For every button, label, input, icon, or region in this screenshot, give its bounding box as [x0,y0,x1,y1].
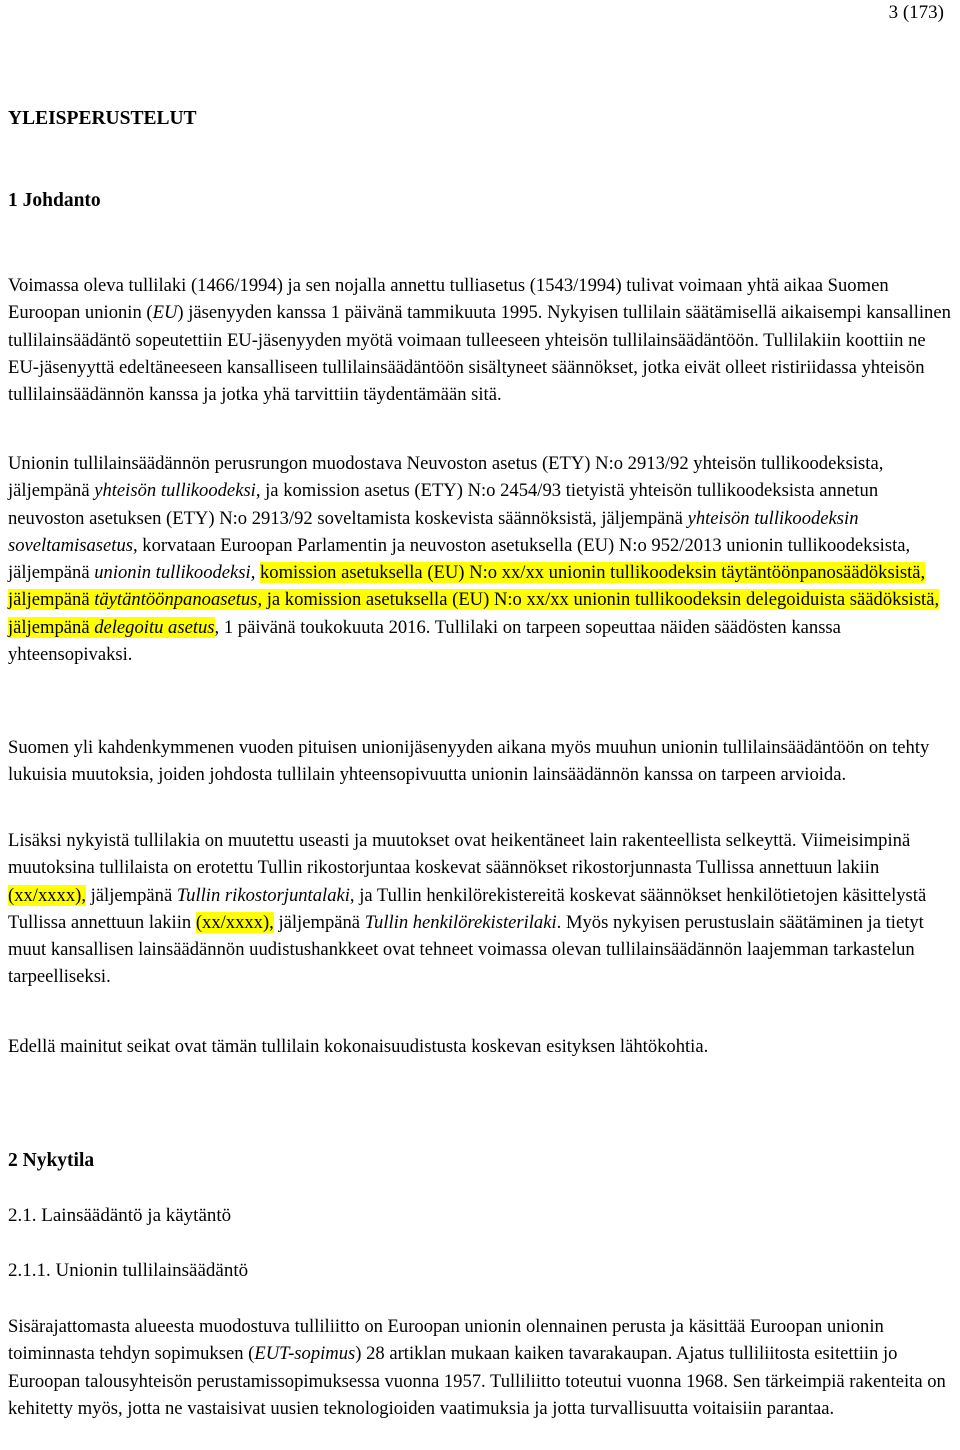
section-1-title: 1 Johdanto [8,190,101,211]
highlight-delegated-regulation: , ja komission asetuksella (EU) N:o xx/xx unionin tullikoodeksin delegoiduista säädöksistä, jäljempänä [8,589,940,638]
page-number: 3 (173) [888,2,944,23]
intro-paragraph-5: Edellä mainitut seikat ovat tämän tullilain kokonaisuudistusta koskevan esityksen lähtökohtia. [8,1036,709,1057]
section-2-title: 2 Nykytila [8,1150,95,1171]
intro-paragraph-3: Suomen yli kahdenkymmenen vuoden pituisen unionijäsenyyden aikana myös muuhun unionin tullilainsäädäntöön on tehty lukuisia muutoksia, joiden johdosta tullilain yhteensopivuutta unionin lainsäädännön kanssa on tarpeen arvioida. [8,737,930,786]
subsection-2-1-1-title: 2.1.1. Unionin tullilainsäädäntö [8,1260,249,1281]
intro-paragraph-2: Unionin tullilainsäädännön perusrungon muodostava Neuvoston asetus (ETY) N:o 2913/92 yhteisön tullikoodeksista, jäljempänä yhteisön tullikoodeksi, ja komission asetus (ETY) N:o 2454/93 tietyistä yhteisön tullikoodeksista annetun neuvoston asetuksen (ETY) N:o 2913/92 soveltamista koskevista säännöksistä, jäljempänä yhteisön tullikoodeksin soveltamisasetus, korvataan Euroopan Parlamentin ja neuvoston asetuksella (EU) N:o 952/2013 unionin tullikoodeksista, jäljempänä unionin tullikoodeksi, komission asetuksella (EU) N:o xx/xx unionin tullikoodeksin täytäntöönpanosäädöksistä, jäljempänä täytäntöönpanoasetus, ja komission asetuksella (EU) N:o xx/xx unionin tullikoodeksin delegoiduista säädöksistä, jäljempänä delegoitu asetus, 1 päivänä toukokuuta 2016. Tullilaki on tarpeen sopeuttaa näiden säädösten kanssa yhteensopivaksi. [8,453,940,666]
highlight-law-number-2: (xx/xxxx), [195,911,274,933]
highlight-law-number-1: (xx/xxxx), [8,884,86,906]
intro-paragraph-4: Lisäksi nykyistä tullilakia on muutettu useasti ja muutokset ovat heikentäneet lain rakenteellista selkeyttä. Viimeisimpinä muutoksina tullilaista on erotettu Tullin rikostorjuntaa koskevat säännökset rikostorjunnasta Tullissa annettuun lakiin (xx/xxxx), jäljempänä Tullin rikostorjuntalaki, ja Tullin henkilörekistereitä koskevat säännökset henkilötietojen käsittelystä Tullissa annettuun lakiin (xx/xxxx), jäljempänä Tullin henkilörekisterilaki. Myös nykyisen perustuslain säätäminen ja tietyt muut kansallisen lainsäädännön uudistushankkeet ovat tehneet voimassa olevan tullilainsäädännön laajemman tarkastelun tarpeelliseksi. [8,830,927,988]
intro-paragraph-1: Voimassa oleva tullilaki (1466/1994) ja sen nojalla annettu tulliasetus (1543/1994) tulivat voimaan yhtä aikaa Suomen Euroopan unionin (EU) jäsenyyden kanssa 1 päivänä tammikuuta 1995. Nykyisen tullilain säätämisellä aikaisempi kansallinen tullilainsäädäntö sopeutettiin EU-jäsenyyden myötä voimaan tulleeseen yhteisön tullilainsäädäntöön. Tullilakiin koottiin ne EU-jäsenyyttä edeltäneeseen kansalliseen tullilainsäädäntöön sisältyneet säännökset, jotka eivät olleet ristiriidassa yhteisön tullilainsäädännön kanssa ja jotka yhä tarvittiin täydentämään sitä. [8,275,951,406]
main-heading: YLEISPERUSTELUT [8,108,197,129]
subsection-2-1-title: 2.1. Lainsäädäntö ja käytäntö [8,1205,232,1226]
eu-customs-paragraph-1: Sisärajattomasta alueesta muodostuva tulliliitto on Euroopan unionin olennainen perusta ja käsittää Euroopan unionin toiminnasta tehdyn sopimuksen (EUT-sopimus) 28 artiklan mukaan kaiken tavarakaupan. Ajatus tulliliitosta esitettiin jo Euroopan talousyhteisön perustamissopimuksessa vuonna 1957. Tulliliitto toteutui vuonna 1968. Sen tärkeimpiä rakenteita on kehitetty myös, jotta ne vastaisivat uusien teknologioiden vaatimuksia ja jotta turvallisuutta voitaisiin parantaa. [8,1316,946,1419]
highlight-implementing-regulation: komission asetuksella (EU) N:o xx/xx unionin tullikoodeksin täytäntöönpanosäädöksistä, jäljempänä [8,562,926,611]
